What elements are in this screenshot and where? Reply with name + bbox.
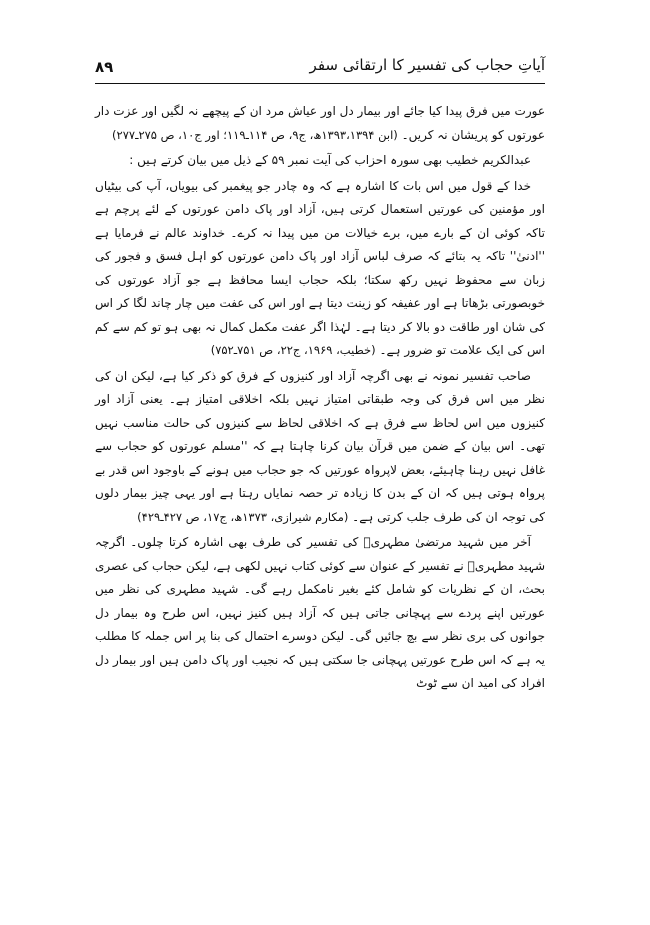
body-text xyxy=(95,100,545,698)
paragraph-2 xyxy=(95,149,545,173)
quote-text: خدا کے قول میں اس بات کا اشارہ ہے کہ وہ چادر جو پیغمبر کی بیویاں، آپ کی بیٹیاں اور مؤمنین کی عورتیں استعمال کرتی ہیں، آزاد اور پاک دامن عورتوں کے لئے پرچم ہے تاکہ کوئی ان کے بارے میں، برے خیالات من میں پیدا نہ کرے۔ خداوند عالم نے فرمایا ہے ''ادنیٰ'' تاکہ یہ بتائے کہ صرف لباس آزاد اور پاک دامن عورتوں کو اہل فسق و فجور کی زبان سے محفوظ نہیں رکھ سکتا؛ بلکہ حجاب ایسا محافظ ہے جو آزاد عورتوں کی خوبصورتی بڑھاتا ہے اور عفیفہ کو زینت دیتا ہے اور اس کی عفت میں چار چاند لگا کر اس کی شان اور طاقت دو بالا کر دیتا ہے۔ لہٰذا اگر عفت مکمل کمال نہ بھی ہو تو کم سے کم اس کی ایک علامت تو ضرور ہے۔ xyxy=(95,178,545,357)
paragraph-1-text: عورت میں فرق پیدا کیا جائے اور بیمار دل اور عیاش مرد ان کے پیچھے نہ لگیں اور عزت دار عورتوں کو پریشان نہ کریں۔ xyxy=(95,104,545,142)
paragraph-1 xyxy=(95,100,545,147)
paragraph-4-text: صاحب تفسیر نمونہ نے بھی اگرچہ آزاد اور کنیزوں کے فرق کو ذکر کیا ہے، لیکن ان کی نظر میں اس فرق کی وجہ طبقاتی امتیاز نہیں بلکہ اخلاقی امتیاز ہے۔ یعنی آزاد اور کنیزوں میں اس لحاظ سے فرق ہے کہ اخلاقی لحاظ سے کنیزوں کی حالت مناسب نہیں تھی۔ اس بیان کے ضمن میں قرآن بیان کرنا چاہتا ہے کہ ''مسلم عورتوں کو حجاب سے غافل نہیں رہنا چاہیئے، بعض لاپرواہ عورتیں کہ جو حجاب میں ہونے کے باوجود اس قدر بے پرواہ ہوتی ہیں کہ ان کے بدن کا زیادہ تر حصہ نمایاں رہتا ہے اور یہی چیز بیمار دلوں کی توجہ ان کی طرف جلب کرتی ہے۔ xyxy=(95,368,545,524)
citation-1: (ابن ۱۳۹۳،۱۳۹۴ھ، ج۹، ص ۱۱۴ـ۱۱۹؛ اور ج۱۰، ص ۲۷۵ـ۲۷۷) xyxy=(112,127,398,142)
citation-2: (خطیب، ۱۹۶۹، ج۲۲، ص ۷۵۱ـ۷۵۲) xyxy=(210,343,376,357)
paragraph-5-text: آخر میں شہید مرتضیٰ مطہریؒ کی تفسیر کی طرف بھی اشارہ کرتا چلوں۔ اگرچہ شہید مطہریؒ نے تفسیر کے عنوان سے کوئی کتاب نہیں لکھی ہے، لیکن حجاب کی عصری بحث، ان کے نظریات کو شامل کئے بغیر نامکمل رہے گی۔ شہید مطہری کی نظر میں عورتیں اپنے پردے سے پہچانی جاتی ہیں کہ آزاد ہیں کنیز نہیں، اس طرح وہ بیمار دل جوانوں کی بری نظر سے بچ جائیں گی۔ لیکن دوسرے احتمال کی بنا پر اس جملہ کا مطلب یہ ہے کہ اس طرح عورتیں پہچانی جا سکتی ہیں کہ نجیب اور پاک دامن ہیں اور بیمار دل افراد کی امید ان سے ٹوٹ xyxy=(95,535,545,690)
quote-paragraph xyxy=(95,175,545,363)
paragraph-2-text: عبدالکریم خطیب بھی سورہ احزاب کی آیت نمبر ۵۹ کے ذیل میں بیان کرتے ہیں : xyxy=(129,153,531,167)
page-number: ۸۹ xyxy=(95,58,114,76)
header-divider xyxy=(95,83,545,84)
paragraph-4 xyxy=(95,365,545,530)
paragraph-5 xyxy=(95,531,545,696)
citation-3: (مکارم شیرازی، ۱۳۷۳ھ، ج۱۷، ص ۴۲۷ـ۴۲۹) xyxy=(137,509,349,524)
running-title: آیاتِ حجاب کی تفسیر کا ارتقائی سفر xyxy=(309,56,545,74)
page-header xyxy=(95,52,545,82)
